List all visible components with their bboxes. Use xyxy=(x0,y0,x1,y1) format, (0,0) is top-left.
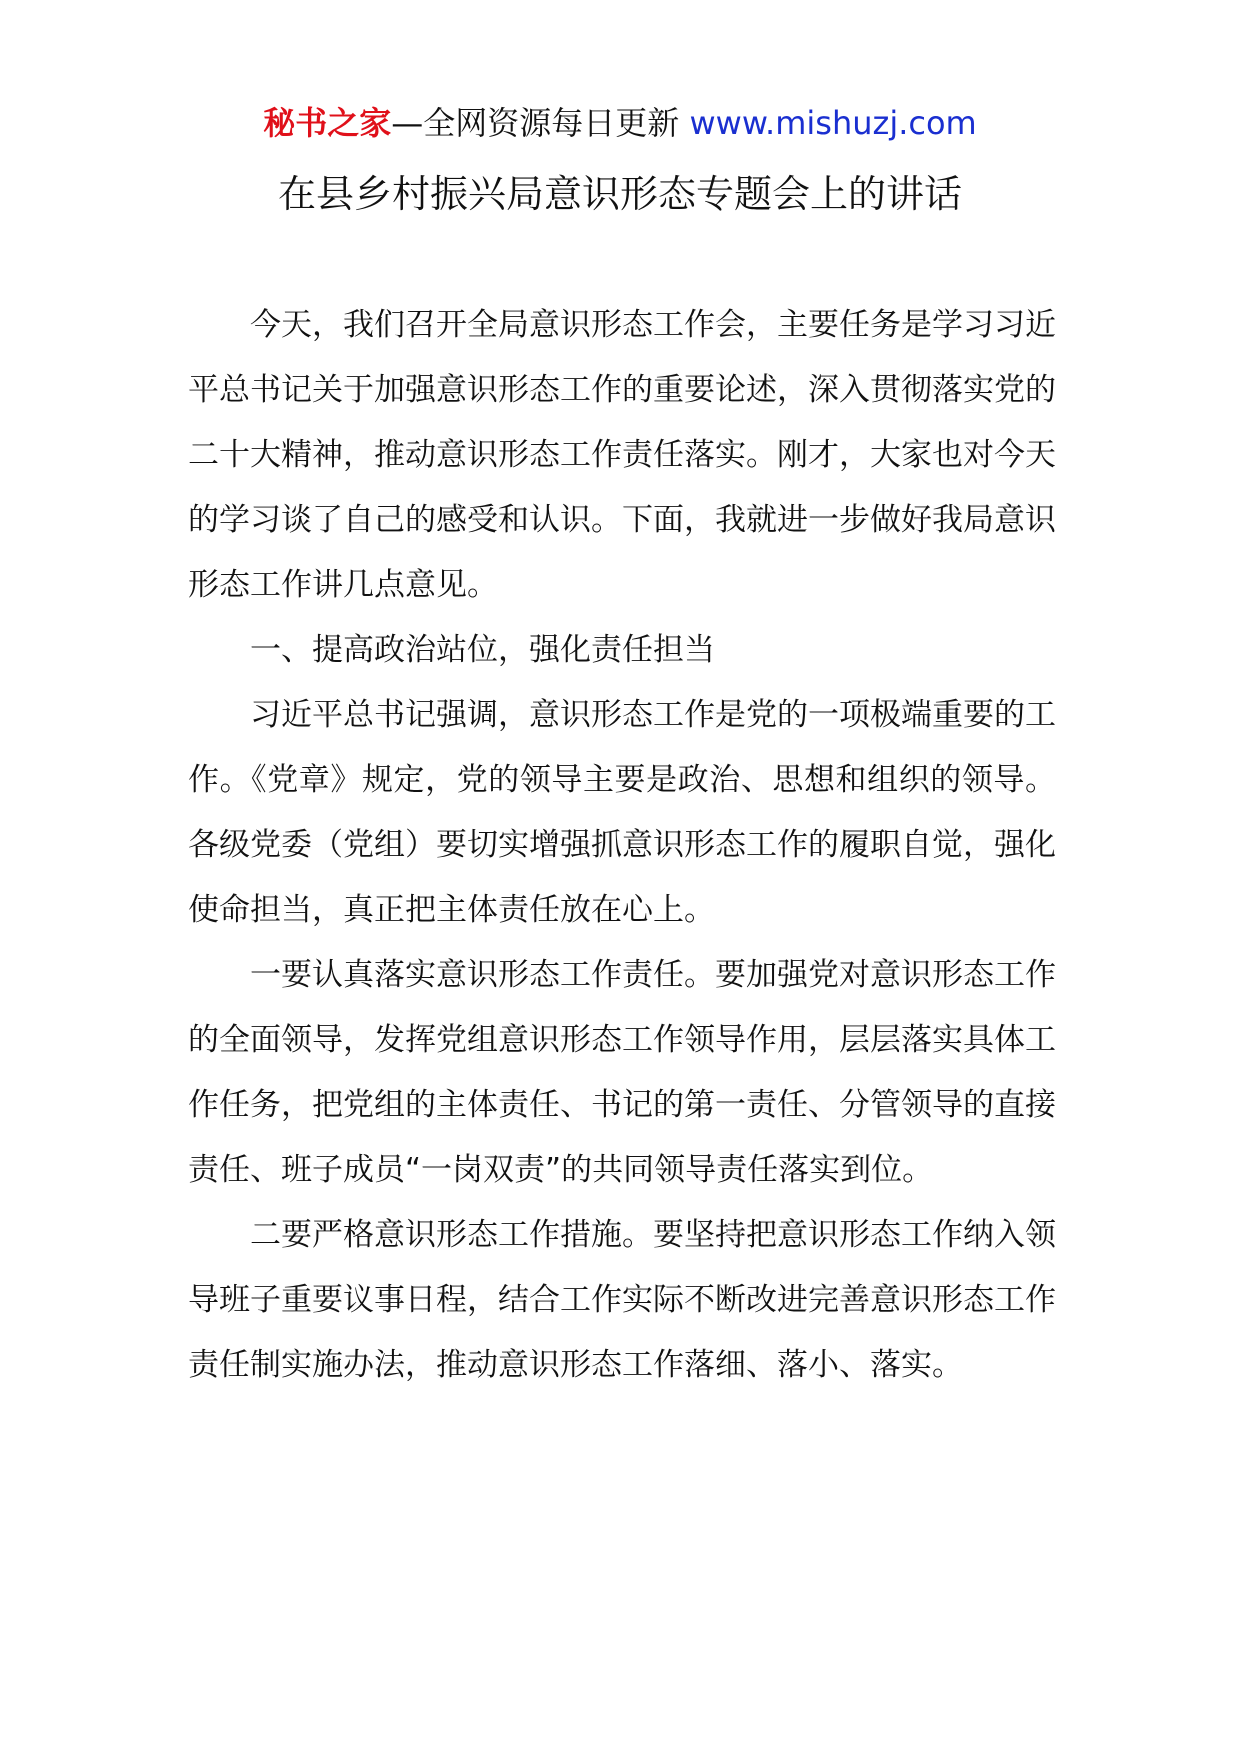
section-heading-1: 一、提高政治站位，强化责任担当 xyxy=(250,632,715,668)
paragraph-section-1: 习近平总书记强调，意识形态工作是党的一项极端重要的工作。《党章》规定，党的领导主要是政治、思想和组织的领导。各级党委（党组）要切实增强抓意识形态工作的履职自觉，强化使命担当，真正把主体责任放在心上。 xyxy=(188,697,1056,928)
document-body xyxy=(188,293,1056,1398)
paragraph-intro: 今天，我们召开全局意识形态工作会，主要任务是学习习近平总书记关于加强意识形态工作的重要论述，深入贯彻落实党的二十大精神，推动意识形态工作责任落实。刚才，大家也对今天的学习谈了自己的感受和认识。下面，我就进一步做好我局意识形态工作讲几点意见。 xyxy=(188,307,1056,603)
brand-name: 秘书之家 xyxy=(263,104,392,142)
site-url-link[interactable]: www.mishuzj.com xyxy=(689,104,977,142)
paragraph-point-2: 二要严格意识形态工作措施。要坚持把意识形态工作纳入领导班子重要议事日程，结合工作实际不断改进完善意识形态工作责任制实施办法，推动意识形态工作落细、落小、落实。 xyxy=(188,1217,1056,1383)
paragraph-point-1: 一要认真落实意识形态工作责任。要加强党对意识形态工作的全面领导，发挥党组意识形态工作领导作用，层层落实具体工作任务，把党组的主体责任、书记的第一责任、分管领导的直接责任、班子成员“一岗双责”的共同领导责任落实到位。 xyxy=(188,957,1056,1188)
site-header xyxy=(0,100,1240,146)
header-tagline: —全网资源每日更新 xyxy=(391,104,680,142)
document-title: 在县乡村振兴局意识形态专题会上的讲话 xyxy=(277,172,962,216)
